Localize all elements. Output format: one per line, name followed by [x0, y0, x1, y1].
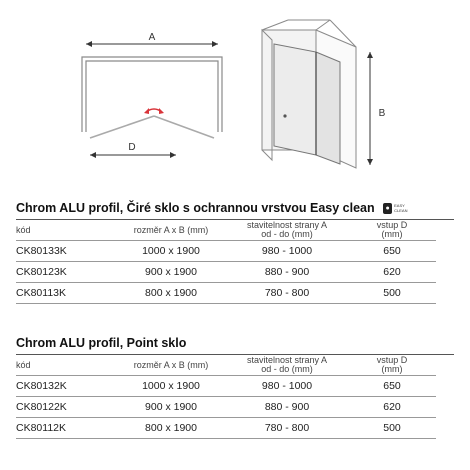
cell-code: CK80112K: [16, 418, 116, 439]
easy-clean-drop-icon: ●: [383, 203, 392, 214]
product-table: [16, 355, 436, 439]
cell-size: 1000 x 1900: [116, 376, 226, 397]
cell-size: 1000 x 1900: [116, 241, 226, 262]
section-title: Chrom ALU profil, Point sklo: [16, 336, 187, 350]
label-b: B: [378, 108, 386, 119]
col-entry: vstup D (mm): [376, 220, 408, 239]
table-section-1: [16, 199, 454, 304]
cell-adjust: 980 - 1000: [226, 241, 348, 262]
col-adjust: stavitelnost strany A od - do (mm): [246, 220, 328, 239]
dimension-b: [367, 52, 373, 165]
table-row: [16, 283, 436, 304]
table-row: [16, 262, 436, 283]
table-row: [16, 418, 436, 439]
cell-adjust: 780 - 800: [226, 418, 348, 439]
shower-door-diagram: [0, 0, 470, 175]
cell-code: CK80132K: [16, 376, 116, 397]
cell-entry: 650: [348, 376, 436, 397]
cell-entry: 650: [348, 241, 436, 262]
cell-entry: 500: [348, 418, 436, 439]
col-size: rozměr A x B (mm): [133, 359, 209, 370]
badge-text-1: EASY: [394, 203, 405, 209]
label-a: A: [148, 32, 156, 43]
table-row: [16, 397, 436, 418]
top-view-plan: [82, 41, 222, 158]
cell-size: 900 x 1900: [116, 397, 226, 418]
header-row: [16, 355, 436, 376]
perspective-view: [262, 20, 356, 168]
cell-size: 800 x 1900: [116, 418, 226, 439]
col-size: rozměr A x B (mm): [133, 224, 209, 235]
col-adjust: stavitelnost strany A od - do (mm): [246, 355, 328, 374]
easy-clean-badge: [383, 203, 407, 214]
label-d: D: [128, 142, 136, 153]
cell-code: CK80122K: [16, 397, 116, 418]
cell-entry: 620: [348, 397, 436, 418]
col-code: kód: [16, 359, 31, 370]
col-code: kód: [16, 224, 31, 235]
table-row: [16, 376, 436, 397]
table-row: [16, 241, 436, 262]
cell-entry: 620: [348, 262, 436, 283]
cell-entry: 500: [348, 283, 436, 304]
cell-size: 800 x 1900: [116, 283, 226, 304]
cell-adjust: 880 - 900: [226, 262, 348, 283]
table-section-2: [16, 334, 454, 439]
header-row: [16, 220, 436, 241]
cell-adjust: 780 - 800: [226, 283, 348, 304]
section-title: Chrom ALU profil, Čiré sklo s ochrannou vrstvou Easy clean: [16, 201, 375, 215]
col-entry: vstup D (mm): [376, 355, 408, 374]
cell-size: 900 x 1900: [116, 262, 226, 283]
badge-text-2: CLEAN: [394, 207, 408, 213]
cell-code: CK80123K: [16, 262, 116, 283]
cell-code: CK80113K: [16, 283, 116, 304]
cell-adjust: 880 - 900: [226, 397, 348, 418]
product-table: [16, 220, 436, 304]
cell-adjust: 980 - 1000: [226, 376, 348, 397]
cell-code: CK80133K: [16, 241, 116, 262]
